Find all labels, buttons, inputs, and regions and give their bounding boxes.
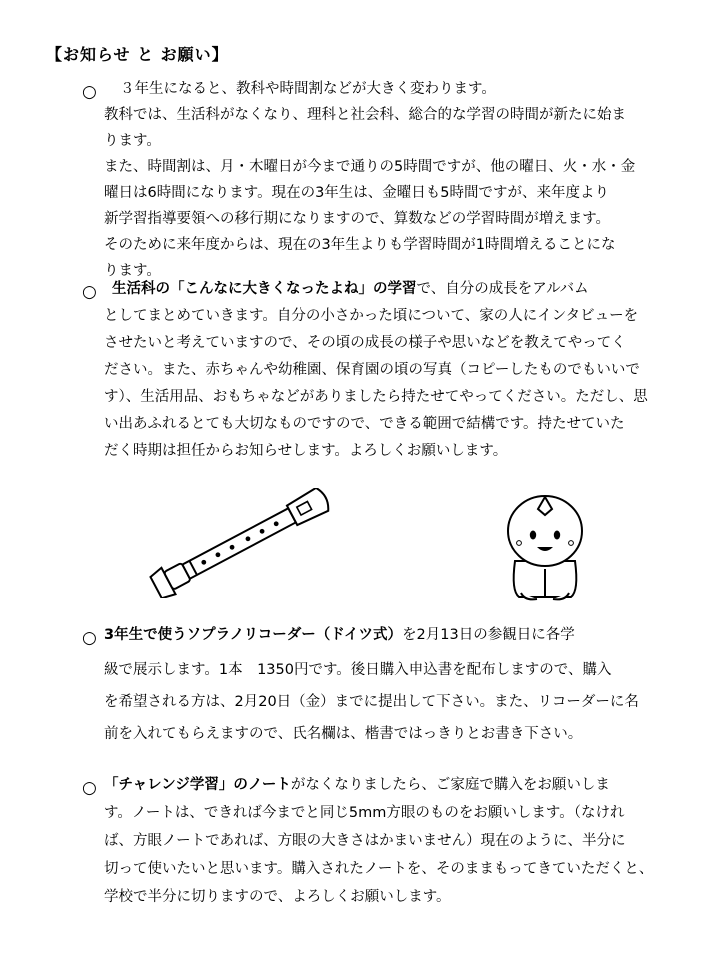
section1-line: ります。 xyxy=(104,133,161,149)
bullet-mark: ○ xyxy=(82,778,97,798)
section3-line-rest: を2月13日の参観日に各学 xyxy=(402,627,575,643)
section1-line: ります。 xyxy=(104,263,161,279)
section2-line: い出あふれるとても大切なものですので、できる範囲で結構です。持たせていた xyxy=(104,416,625,432)
page-heading: 【お知らせ と お願い】 xyxy=(46,45,229,64)
section2-first-line xyxy=(112,280,589,298)
section4-line: 学校で半分に切りますので、よろしくお願いします。 xyxy=(104,889,451,905)
section1-line: また、時間割は、月・木曜日が今まで通りの5時間ですが、他の曜日、火・水・金 xyxy=(104,159,636,175)
section2-line-rest: で、自分の成長をアルバム xyxy=(416,281,589,297)
section1-line: そのために来年度からは、現在の3年生よりも学習時間が1時間増えることにな xyxy=(104,237,616,253)
section3-title: 3年生で使うソプラノリコーダー（ドイツ式） xyxy=(104,627,403,643)
bullet-mark: ○ xyxy=(82,282,97,302)
section4-line: す。ノートは、できれば今までと同じ5mm方眼のものをお願いします。（なけれ xyxy=(104,805,625,821)
section3-line: 級で展示します。1本 1350円です。後日購入申込書を配布しますので、購入 xyxy=(104,662,612,678)
section3-line: を希望される方は、2月20日（金）までに提出して下さい。また、リコーダーに名 xyxy=(104,694,639,710)
child-illustration xyxy=(495,485,595,605)
section4-line: ば、方眼ノートであれば、方眼の大きさはかまいません）現在のように、半分に xyxy=(104,833,626,849)
section4-first-line xyxy=(104,776,610,794)
section3-first-line xyxy=(104,626,575,644)
section4-line: 切って使いたいと思います。購入されたノートを、そのままもってきていただくと、 xyxy=(104,861,654,877)
bullet-mark: ○ xyxy=(82,628,97,648)
section2-line: としてまとめていきます。自分の小さかった頃について、家の人にインタビューを xyxy=(104,308,639,324)
recorder-illustration xyxy=(135,488,345,598)
section1-line: 曜日は6時間になります。現在の3年生は、金曜日も5時間ですが、来年度より xyxy=(104,185,610,201)
section2-line: させたいと考えていますので、その頃の成長の様子や思いなどを教えてやってく xyxy=(104,335,626,351)
section2-title: 生活科の「こんなに大きくなったよね」の学習 xyxy=(112,281,417,297)
section1-line: 教科では、生活科がなくなり、理科と社会科、総合的な学習の時間が新たに始ま xyxy=(104,107,626,123)
bullet-mark: ○ xyxy=(82,82,97,102)
section3-line: 前を入れてもらえますので、氏名欄は、楷書ではっきりとお書き下さい。 xyxy=(104,726,583,742)
section4-line-rest: がなくなりましたら、ご家庭で購入をお願いしま xyxy=(290,777,610,793)
section1-line: 新学習指導要領への移行期になりますので、算数などの学習時間が増えます。 xyxy=(104,211,611,227)
section1-line: ３年生になると、教科や時間割などが大きく変わります。 xyxy=(120,81,496,97)
section2-line: だく時期は担任からお知らせします。よろしくお願いします。 xyxy=(104,443,508,459)
section4-title: 「チャレンジ学習」のノート xyxy=(104,777,291,793)
section2-line: ださい。また、赤ちゃんや幼稚園、保育園の頃の写真（コピーしたものでもいいで xyxy=(104,362,640,378)
section2-line: す）、生活用品、おもちゃなどがありましたら持たせてやってください。ただし、思 xyxy=(104,389,648,405)
